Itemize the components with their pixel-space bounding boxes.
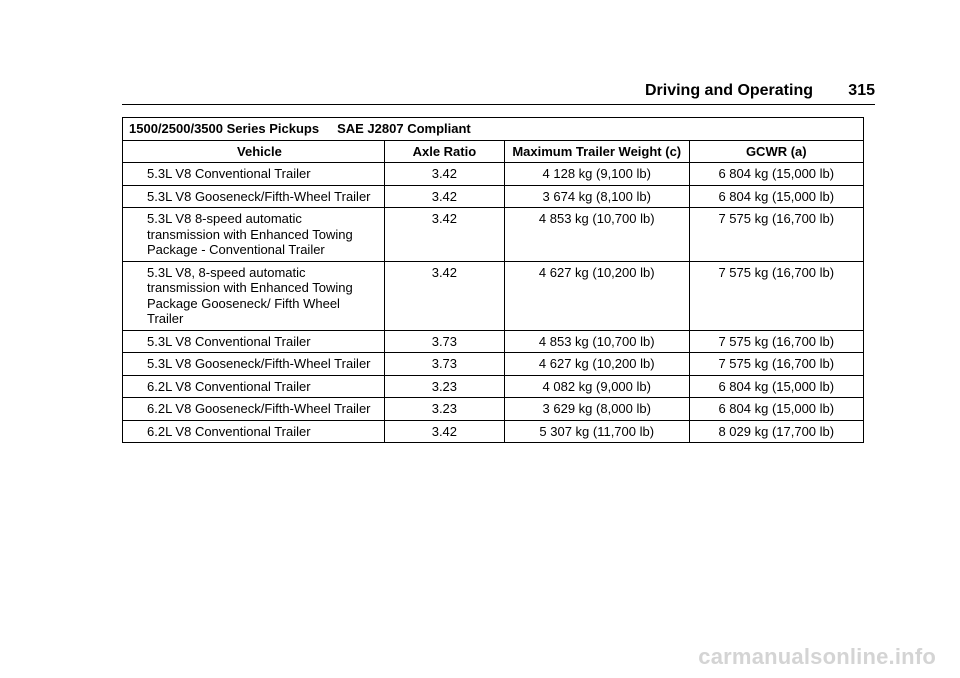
max-trailer-weight-cell: 4 627 kg (10,200 lb): [504, 353, 689, 376]
table-row: [123, 398, 864, 421]
watermark: carmanualsonline.info: [698, 644, 936, 669]
vehicle-cell: 6.2L V8 Gooseneck/Fifth-Wheel Trailer: [123, 398, 385, 421]
vehicle-cell: 5.3L V8, 8-speed automatic transmission with Enhanced Towing Package Gooseneck/ Fifth Wheel Trailer: [123, 261, 385, 330]
table-title-suffix: SAE J2807 Compliant: [337, 121, 471, 136]
axle-ratio-cell: 3.42: [384, 420, 504, 443]
axle-ratio-cell: 3.23: [384, 398, 504, 421]
gcwr-cell: 6 804 kg (15,000 lb): [689, 375, 863, 398]
vehicle-cell: 6.2L V8 Conventional Trailer: [123, 420, 385, 443]
max-trailer-weight-cell: 4 082 kg (9,000 lb): [504, 375, 689, 398]
table-body: [123, 163, 864, 443]
vehicle-cell: 5.3L V8 Gooseneck/Fifth-Wheel Trailer: [123, 185, 385, 208]
vehicle-cell: 5.3L V8 Conventional Trailer: [123, 163, 385, 186]
gcwr-cell: 6 804 kg (15,000 lb): [689, 163, 863, 186]
gcwr-cell: 7 575 kg (16,700 lb): [689, 353, 863, 376]
vehicle-cell: 5.3L V8 8-speed automatic transmission with Enhanced Towing Package - Conventional Trailer: [123, 208, 385, 262]
vehicle-cell: 5.3L V8 Conventional Trailer: [123, 330, 385, 353]
table-row: [123, 420, 864, 443]
column-header-axle-ratio: Axle Ratio: [384, 140, 504, 163]
gcwr-cell: 6 804 kg (15,000 lb): [689, 185, 863, 208]
column-header-vehicle: Vehicle: [123, 140, 385, 163]
table-row: [123, 261, 864, 330]
table-header-row: [123, 140, 864, 163]
column-header-gcwr: GCWR (a): [689, 140, 863, 163]
page-number: 315: [848, 82, 875, 99]
max-trailer-weight-cell: 4 627 kg (10,200 lb): [504, 261, 689, 330]
gcwr-cell: 6 804 kg (15,000 lb): [689, 398, 863, 421]
towing-spec-table: [122, 117, 864, 443]
gcwr-cell: 7 575 kg (16,700 lb): [689, 208, 863, 262]
gcwr-cell: 7 575 kg (16,700 lb): [689, 261, 863, 330]
table-row: [123, 208, 864, 262]
column-header-max-trailer-weight: Maximum Trailer Weight (c): [504, 140, 689, 163]
max-trailer-weight-cell: 3 674 kg (8,100 lb): [504, 185, 689, 208]
table-row: [123, 330, 864, 353]
gcwr-cell: 8 029 kg (17,700 lb): [689, 420, 863, 443]
axle-ratio-cell: 3.42: [384, 261, 504, 330]
table-title-row: [123, 118, 864, 141]
table-title: 1500/2500/3500 Series Pickups: [129, 121, 320, 136]
axle-ratio-cell: 3.42: [384, 208, 504, 262]
table-row: [123, 353, 864, 376]
axle-ratio-cell: 3.23: [384, 375, 504, 398]
table-row: [123, 375, 864, 398]
table-row: [123, 185, 864, 208]
max-trailer-weight-cell: 4 853 kg (10,700 lb): [504, 330, 689, 353]
max-trailer-weight-cell: 3 629 kg (8,000 lb): [504, 398, 689, 421]
vehicle-cell: 6.2L V8 Conventional Trailer: [123, 375, 385, 398]
gcwr-cell: 7 575 kg (16,700 lb): [689, 330, 863, 353]
max-trailer-weight-cell: 5 307 kg (11,700 lb): [504, 420, 689, 443]
axle-ratio-cell: 3.73: [384, 330, 504, 353]
axle-ratio-cell: 3.73: [384, 353, 504, 376]
table-row: [123, 163, 864, 186]
section-title: Driving and Operating: [644, 82, 813, 99]
page-header: [122, 80, 875, 105]
max-trailer-weight-cell: 4 853 kg (10,700 lb): [504, 208, 689, 262]
axle-ratio-cell: 3.42: [384, 185, 504, 208]
table-title-cell: [123, 118, 864, 141]
axle-ratio-cell: 3.42: [384, 163, 504, 186]
vehicle-cell: 5.3L V8 Gooseneck/Fifth-Wheel Trailer: [123, 353, 385, 376]
max-trailer-weight-cell: 4 128 kg (9,100 lb): [504, 163, 689, 186]
